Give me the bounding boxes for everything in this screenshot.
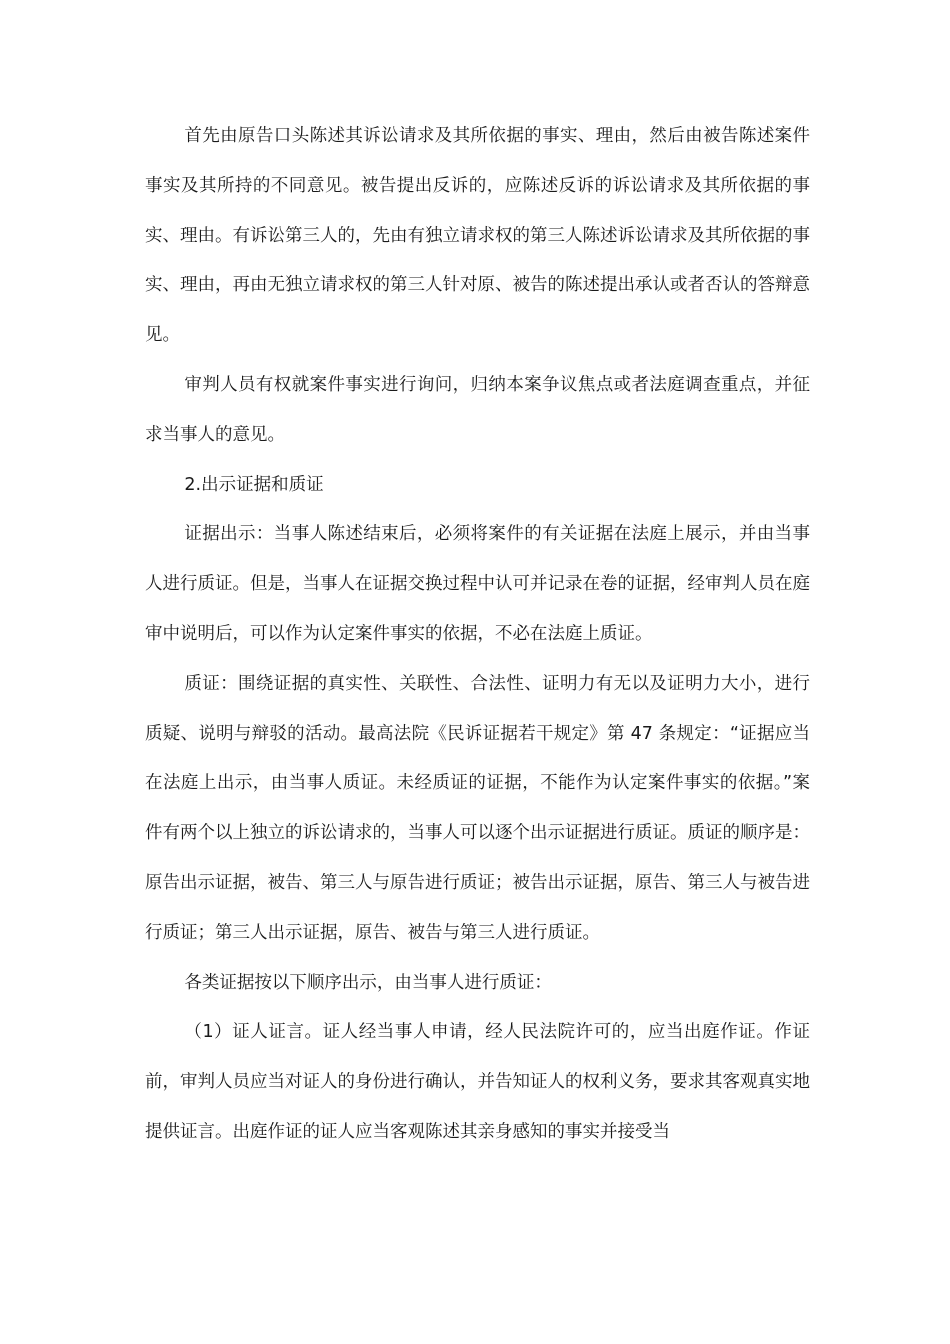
paragraph-court-statements: 首先由原告口头陈述其诉讼请求及其所依据的事实、理由，然后由被告陈述案件事实及其所持的不同意见。被告提出反诉的，应陈述反诉的诉讼请求及其所依据的事实、理由。有诉讼第三人的，先由有独立请求权的第三人陈述诉讼请求及其所依据的事实、理由，再由无独立请求权的第三人针对原、被告的陈述提出承认或者否认的答辩意见。 bbox=[145, 126, 810, 346]
paragraph-evidence-order: 各类证据按以下顺序出示，由当事人进行质证： bbox=[184, 972, 552, 993]
paragraph-evidence-presentation: 证据出示：当事人陈述结束后，必须将案件的有关证据在法庭上展示，并由当事人进行质证。但是，当事人在证据交换过程中认可并记录在卷的证据，经审判人员在庭审中说明后，可以作为认定案件事实的依据，不必在法庭上质证。 bbox=[145, 524, 810, 644]
paragraph-witness-testimony: （1）证人证言。证人经当事人申请，经人民法院许可的，应当出庭作证。作证前，审判人员应当对证人的身份进行确认，并告知证人的权利义务，要求其客观真实地提供证言。出庭作证的证人应当客观陈述其亲身感知的事实并接受当 bbox=[145, 1022, 810, 1142]
document-body bbox=[145, 112, 810, 1158]
paragraph-cross-examination: 质证：围绕证据的真实性、关联性、合法性、证明力有无以及证明力大小，进行质疑、说明与辩驳的活动。最高法院《民诉证据若干规定》第 47 条规定：“证据应当在法庭上出示，由当事人质证。未经质证的证据，不能作为认定案件事实的依据。”案件有两个以上独立的诉讼请求的，当事人可以逐个出示证据进行质证。质证的顺序是：原告出示证据，被告、第三人与原告进行质证；被告出示证据，原告、第三人与被告进行质证；第三人出示证据，原告、被告与第三人进行质证。 bbox=[145, 673, 810, 943]
section-heading-evidence: 2.出示证据和质证 bbox=[184, 474, 324, 495]
paragraph-judge-inquiry: 审判人员有权就案件事实进行询问，归纳本案争议焦点或者法庭调查重点，并征求当事人的意见。 bbox=[145, 374, 810, 445]
